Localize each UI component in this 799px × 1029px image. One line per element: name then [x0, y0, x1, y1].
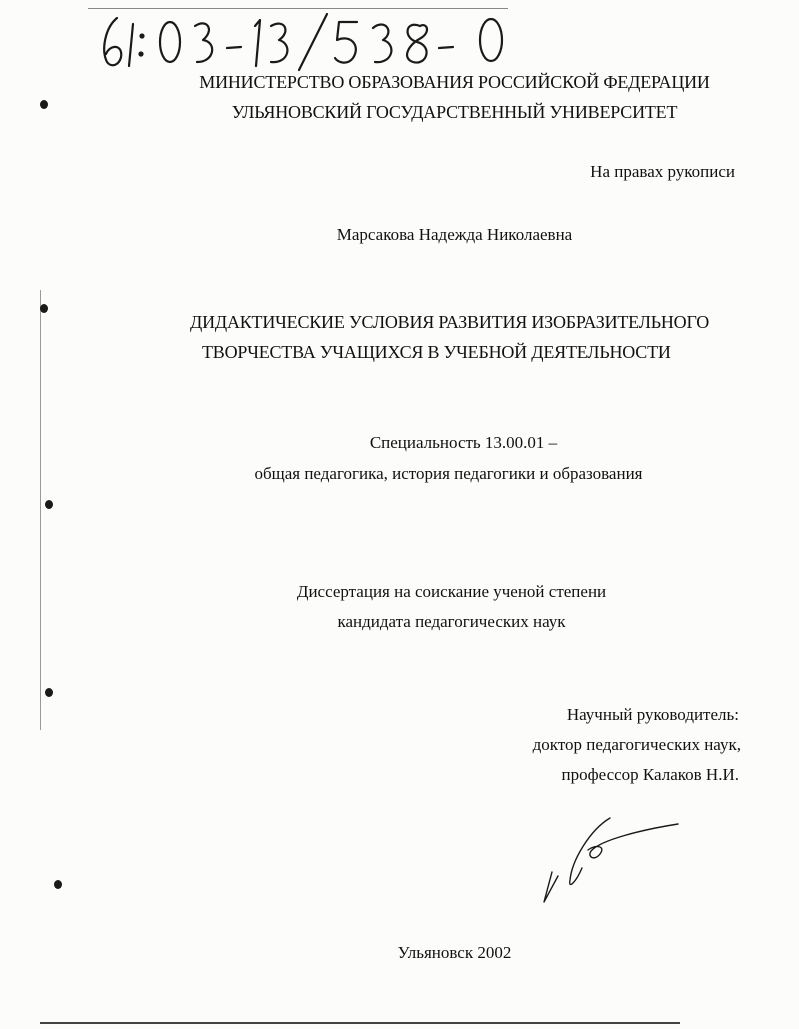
punch-hole	[45, 688, 53, 697]
specialty-name: общая педагогика, история педагогики и образования	[254, 464, 643, 483]
degree-line-1: Диссертация на соискание ученой степени	[296, 582, 607, 601]
dissertation-title-line-1: ДИДАКТИЧЕСКИЕ УСЛОВИЯ РАЗВИТИЯ ИЗОБРАЗИТЕЛЬНОГО	[190, 312, 710, 332]
scan-bottom-line	[40, 1022, 680, 1024]
dissertation-title-line-2: ТВОРЧЕСТВА УЧАЩИХСЯ В УЧЕБНОЙ ДЕЯТЕЛЬНОСТИ	[202, 342, 671, 362]
punch-hole	[40, 304, 48, 313]
city-year: Ульяновск 2002	[397, 943, 512, 962]
university-heading: УЛЬЯНОВСКИЙ ГОСУДАРСТВЕННЫЙ УНИВЕРСИТЕТ	[231, 102, 678, 122]
handwritten-number	[95, 10, 525, 72]
scan-left-margin-line	[40, 290, 41, 730]
ministry-heading: МИНИСТЕРСТВО ОБРАЗОВАНИЯ РОССИЙСКОЙ ФЕДЕРАЦИИ	[199, 72, 710, 92]
supervisor-label: Научный руководитель:	[566, 705, 739, 724]
scan-top-line	[88, 8, 508, 9]
manuscript-note: На правах рукописи	[590, 162, 735, 181]
degree-line-2: кандидата педагогических наук	[337, 612, 566, 631]
author-name: Марсакова Надежда Николаевна	[336, 225, 573, 244]
specialty-code: Специальность 13.00.01 –	[369, 433, 558, 452]
punch-hole	[54, 880, 62, 889]
supervisor-degree: доктор педагогических наук,	[532, 735, 741, 754]
punch-hole	[45, 500, 53, 509]
supervisor-signature	[530, 810, 690, 910]
supervisor-name: профессор Калаков Н.И.	[561, 765, 739, 784]
